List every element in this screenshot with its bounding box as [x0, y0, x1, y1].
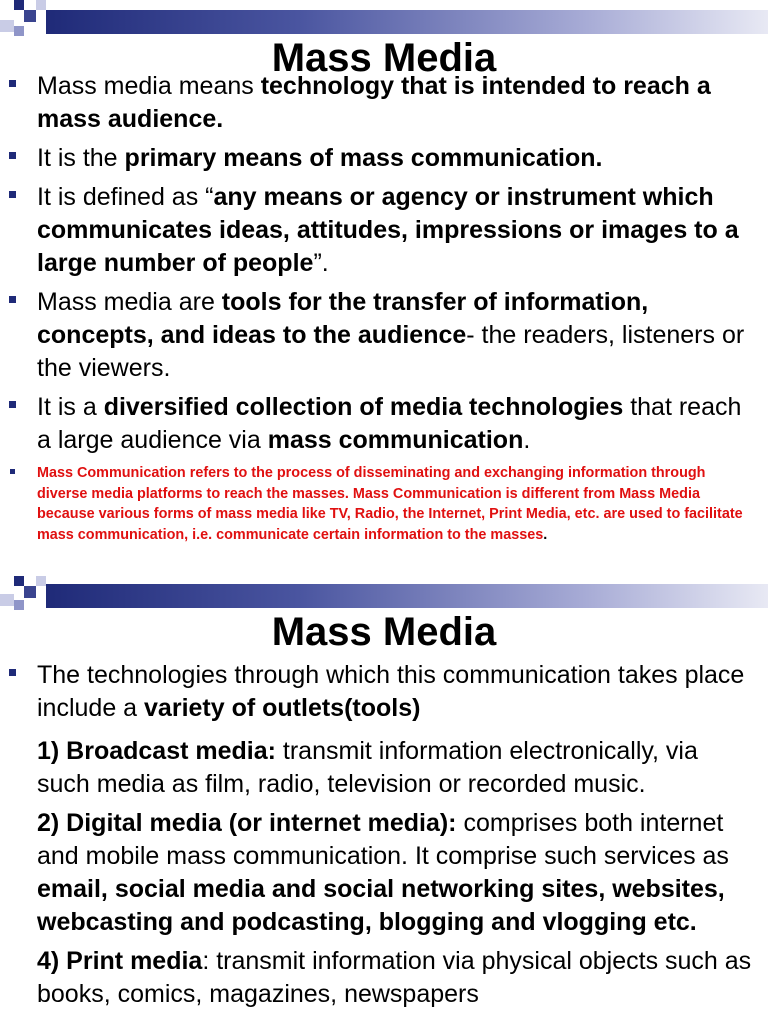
decor-square	[36, 576, 46, 586]
decor-square	[0, 594, 14, 606]
decor-square	[36, 0, 46, 10]
media-type-heading: 4) Print media	[37, 947, 203, 975]
bullet-emphasis: technology that is intended to reach a mass audience.	[37, 72, 711, 133]
bullet-text: It is a	[37, 393, 104, 421]
bullet-marker	[9, 401, 16, 408]
bullet-item	[0, 286, 768, 385]
bullet-text: It is the	[37, 144, 125, 172]
media-type-text: : transmit information via physical objects such as books, comics, magazines, newspapers	[37, 947, 752, 1008]
bullet-list	[0, 70, 768, 545]
slide-2	[0, 572, 768, 1024]
header-gradient-bar	[46, 584, 768, 608]
bullet-text: The technologies through which this communication takes place include a	[37, 661, 745, 722]
decor-square	[14, 576, 24, 586]
media-type-item	[0, 807, 768, 939]
bullet-emphasis: mass communication	[267, 426, 524, 454]
media-type-heading: 2) Digital media (or internet media):	[37, 809, 457, 837]
bullet-text: Mass media are	[37, 288, 222, 316]
media-type-text: transmit information electronically, via such media as film, radio, television or recorded music.	[37, 737, 698, 798]
bullet-marker	[9, 191, 16, 198]
media-type-emphasis: email, social media and social networking sites, websites, webcasting and podcasting, blogging and vlogging etc.	[37, 875, 725, 936]
bullet-item	[0, 659, 768, 725]
bullet-text: .	[523, 426, 531, 454]
bullet-emphasis: variety of outlets(tools)	[144, 694, 421, 722]
decor-square	[14, 600, 24, 610]
bullet-emphasis: primary means of mass communication.	[124, 144, 603, 172]
bullet-text: - the readers, listeners or the viewers.	[37, 321, 745, 382]
note-item	[0, 463, 768, 545]
decor-square	[0, 20, 14, 32]
slide-title: Mass Media	[271, 610, 497, 654]
media-type-item	[0, 945, 768, 1011]
media-type-item	[0, 735, 768, 801]
header-gradient-bar	[46, 10, 768, 34]
note-text: Mass Communication refers to the process of disseminating and exchanging information through diverse media platforms to reach the masses. Mass Communication is different from Mass Media because various forms of mass media like TV, Radio, the Internet, Print Media, etc. are used to facilitate mass communication, i.e. communicate certain information to the masses	[37, 465, 743, 543]
decor-square	[14, 0, 24, 10]
bullet-item	[0, 70, 768, 136]
note-period: .	[543, 526, 548, 543]
decor-square	[24, 586, 36, 598]
bullet-list	[0, 659, 768, 1011]
bullet-item	[0, 391, 768, 457]
bullet-text: It is defined as “	[37, 183, 214, 211]
bullet-emphasis: any means or agency or instrument which communicates ideas, attitudes, impressions or images to a large number of people	[37, 183, 739, 277]
bullet-text: ”.	[313, 249, 329, 277]
bullet-emphasis: diversified collection of media technologies	[103, 393, 624, 421]
bullet-marker	[9, 152, 16, 159]
bullet-marker	[9, 296, 16, 303]
bullet-marker	[9, 80, 16, 87]
slide-title: Mass Media	[271, 36, 497, 80]
media-type-heading: 1) Broadcast media:	[37, 737, 276, 765]
media-type-text: comprises both internet and mobile mass communication. It comprise such services as	[37, 809, 729, 870]
decor-square	[14, 26, 24, 36]
bullet-text: that reach a large audience via	[37, 393, 742, 454]
bullet-emphasis: tools for the transfer of information, concepts, and ideas to the audience	[37, 288, 649, 349]
bullet-marker	[9, 669, 16, 676]
bullet-item	[0, 181, 768, 280]
bullet-text: Mass media means	[37, 72, 261, 100]
bullet-marker	[10, 469, 15, 474]
decor-square	[24, 10, 36, 22]
bullet-item	[0, 142, 768, 175]
